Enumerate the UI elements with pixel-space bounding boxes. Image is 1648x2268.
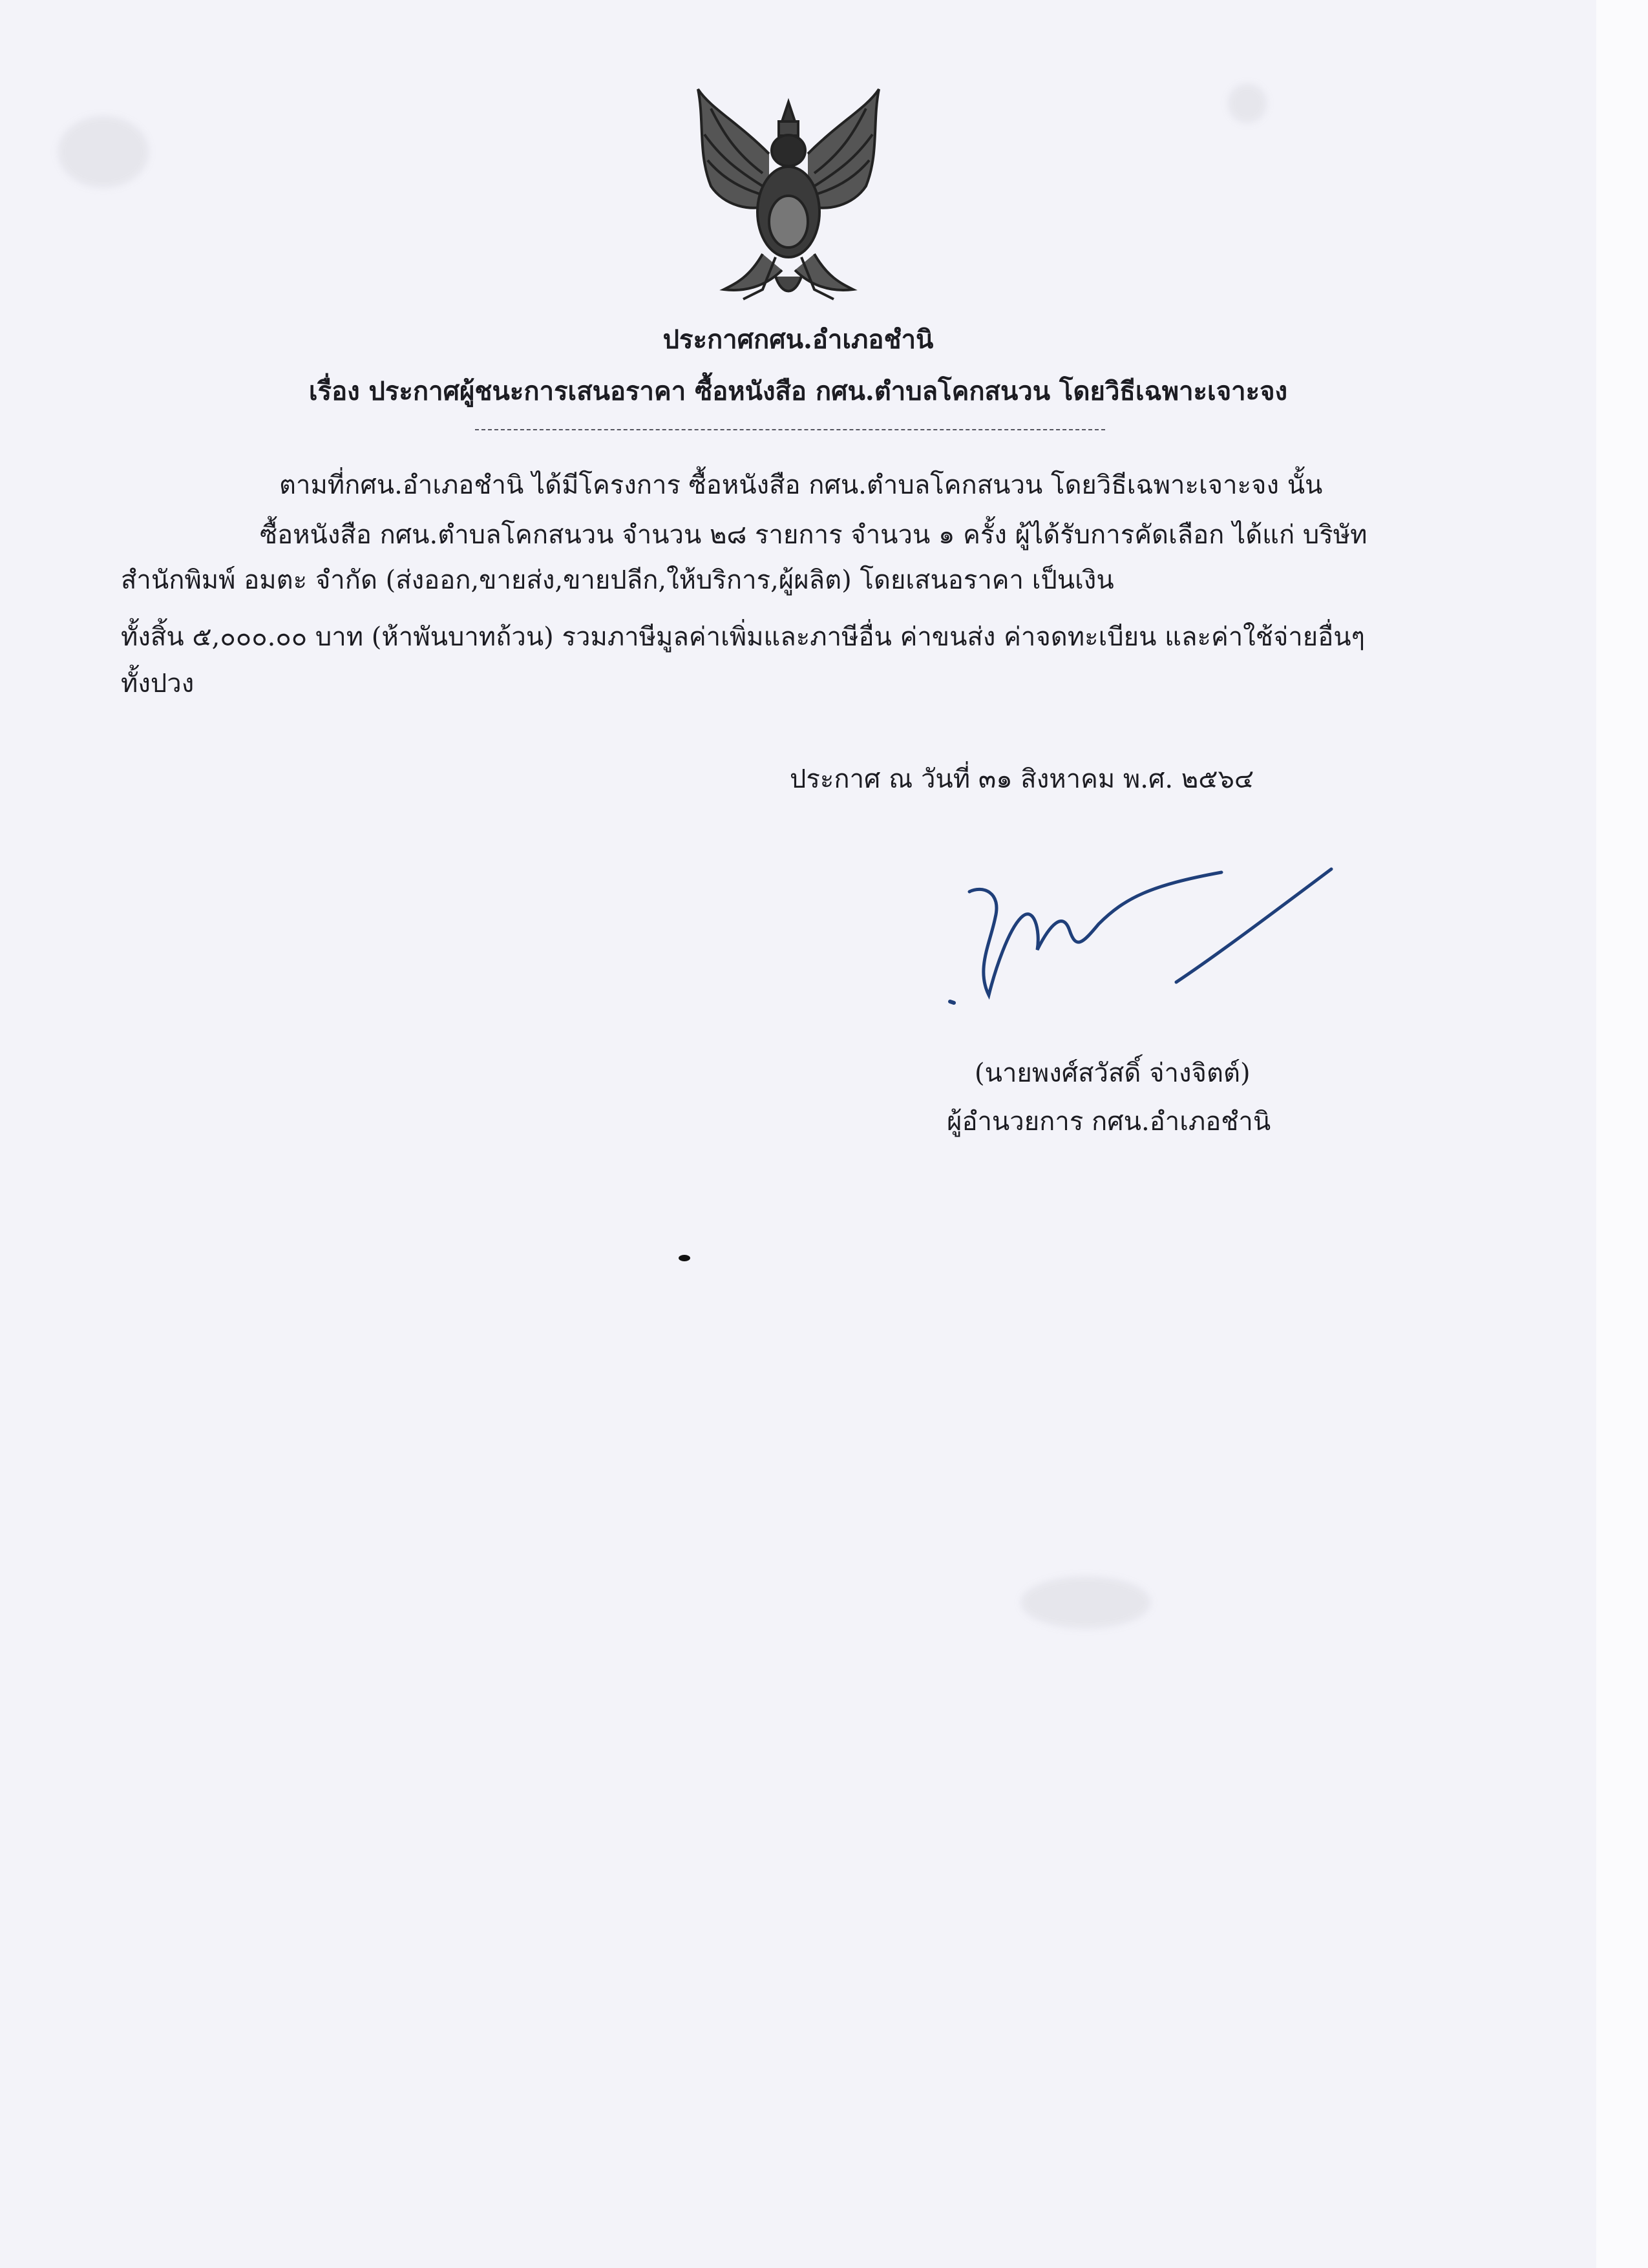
body-paragraph-line: ทั้งปวง xyxy=(121,669,195,698)
divider-line xyxy=(475,429,1105,430)
garuda-emblem-icon xyxy=(685,83,892,309)
handwritten-signature xyxy=(931,846,1344,1008)
scan-smudge xyxy=(1228,84,1267,123)
body-paragraph-line: สำนักพิมพ์ อมตะ จำกัด (ส่งออก,ขายส่ง,ขายปลีก,ให้บริการ,ผู้ผลิต) โดยเสนอราคา เป็นเงิน xyxy=(121,565,1114,595)
scan-smudge xyxy=(1021,1577,1150,1628)
announcement-date: ประกาศ ณ วันที่ ๓๑ สิงหาคม พ.ศ. ๒๕๖๔ xyxy=(790,764,1254,794)
scan-margin xyxy=(1596,0,1648,2268)
signer-title: ผู้อำนวยการ กศน.อำเภอชำนิ xyxy=(947,1107,1271,1137)
ink-dot xyxy=(679,1255,690,1261)
body-paragraph-line: ทั้งสิ้น ๕,๐๐๐.๐๐ บาท (ห้าพันบาทถ้วน) รวมภาษีมูลค่าเพิ่มและภาษีอื่น ค่าขนส่ง ค่าจดทะเบียน และค่าใช้จ่ายอื่นๆ xyxy=(121,622,1366,652)
document-subject: เรื่อง ประกาศผู้ชนะการเสนอราคา ซื้อหนังสือ กศน.ตำบลโคกสนวน โดยวิธีเฉพาะเจาะจง xyxy=(308,376,1288,406)
document-heading: ประกาศกศน.อำเภอชำนิ xyxy=(662,324,934,355)
body-paragraph-line: ตามที่กศน.อำเภอชำนิ ได้มีโครงการ ซื้อหนังสือ กศน.ตำบลโคกสนวน โดยวิธีเฉพาะเจาะจง นั้น xyxy=(279,470,1323,500)
body-paragraph-line: ซื้อหนังสือ กศน.ตำบลโคกสนวน จำนวน ๒๘ รายการ จำนวน ๑ ครั้ง ผู้ได้รับการคัดเลือก ได้แก่ บริษัท xyxy=(260,520,1368,550)
scan-smudge xyxy=(58,116,149,187)
signer-name: (นายพงศ์สวัสดิ์ จ่างจิตต์) xyxy=(975,1058,1251,1088)
